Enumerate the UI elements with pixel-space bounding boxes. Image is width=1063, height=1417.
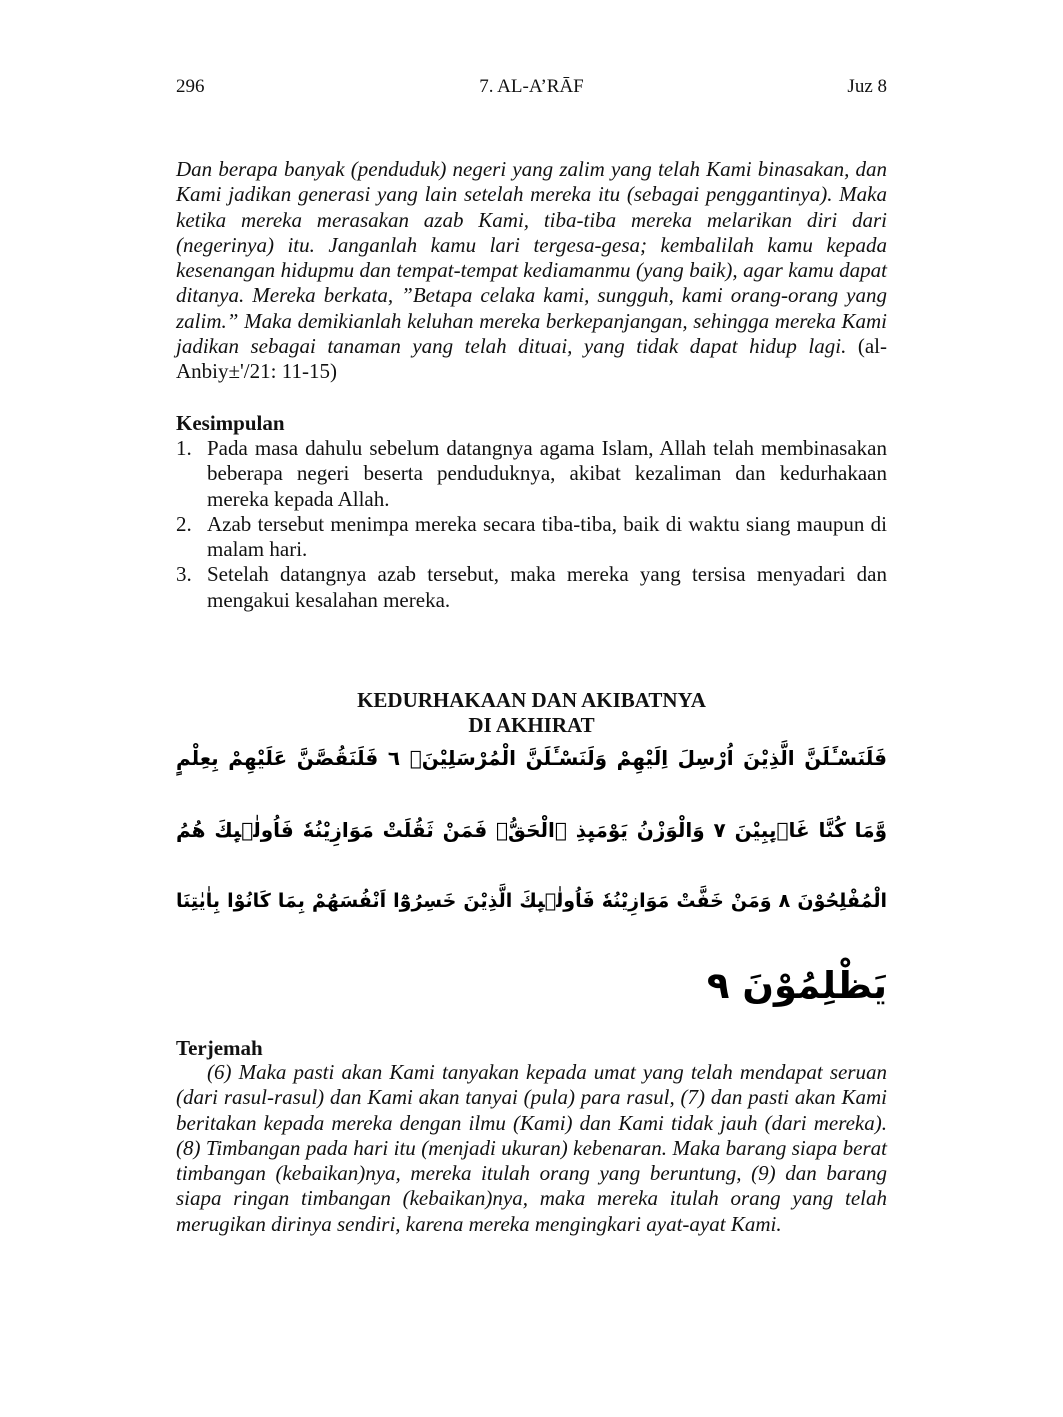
- arabic-verses: [176, 742, 887, 1026]
- terjemah-text: (6) Maka pasti akan Kami tanyakan kepada umat yang telah mendapat seruan (dari rasul-rasul) dan Kami akan tanyai (pula) para rasul, (7) dan pasti akan Kami beritakan kepada mereka dengan ilmu (Kami) dan Kami tidak jauh (dari mereka). (8) Timbangan pada hari itu (menjadi ukuran) kebenaran. Maka barang siapa berat timbangan (kebaikan)nya, mereka itulah orang yang beruntung, (9) dan barang siapa ringan timbangan (kebaikan)nya, maka mereka itulah orang yang telah merugikan dirinya sendiri, karena mereka mengingkari ayat-ayat Kami.: [176, 1060, 887, 1236]
- juz-label: Juz 8: [847, 76, 887, 97]
- section-title: [176, 688, 887, 738]
- quote-reference: (al-Anbiy±'/21: 11-15): [176, 334, 888, 384]
- list-item-text: Pada masa dahulu sebelum datangnya agama Islam, Allah telah membinasakan beberapa negeri beserta penduduknya, akibat kezaliman dan kedurhakaan mereka kepada Allah.: [207, 436, 887, 511]
- arabic-line-4: يَظْلِمُوْنَ ٩: [706, 964, 887, 1007]
- list-item-number: 1.: [176, 436, 192, 460]
- terjemah-heading: Terjemah: [176, 1036, 263, 1060]
- list-item: [176, 436, 887, 512]
- list-item-number: 2.: [176, 511, 192, 536]
- page-header: [176, 76, 887, 102]
- quote-text: Dan berapa banyak (penduduk) negeri yang zalim yang telah Kami binasakan, dan Kami jadikan generasi yang lain setelah mereka itu (sebagai penggantinya). Maka ketika mereka merasakan azab Kami, tiba-tiba mereka melarikan diri dari (negerinya) itu. Janganlah kamu lari tergesa-gesa; kembalilah kamu kepada kesenangan hidupmu dan tempat-tempat kediamanmu (yang baik), agar kamu dapat ditanya. Mereka berkata, ”Betapa celaka kami, sungguh, kami orang-orang yang zalim.” Maka demikianlah keluhan mereka berkepanjangan, sehingga mereka Kami jadikan sebagai tanaman yang telah dituai, yang tidak dapat hidup lagi.: [176, 157, 887, 359]
- list-item-text: Setelah datangnya azab tersebut, maka mereka yang tersisa menyadari dan mengakui kesalahan mereka.: [207, 562, 887, 612]
- arabic-line-2: وَّمَا كُنَّا غَاۤىِٕبِيْنَ ٧ وَالْوَزْنُ يَوْمَىِٕذِ ۨالْحَقُّۚ فَمَنْ ثَقُلَتْ مَوَازِيْنُهٗ فَاُولٰۤىِٕكَ هُمُ: [176, 818, 888, 842]
- kesimpulan-heading: Kesimpulan: [176, 411, 285, 435]
- section-title-line-1: KEDURHAKAAN DAN AKIBATNYA: [357, 688, 706, 712]
- arabic-line-1: فَلَنَسْـَٔلَنَّ الَّذِيْنَ اُرْسِلَ اِلَيْهِمْ وَلَنَسْـَٔلَنَّ الْمُرْسَلِيْنَۙ ٦ فَلَنَقُصَّنَّ عَلَيْهِمْ بِعِلْمٍ: [176, 746, 887, 770]
- list-item-number: 3.: [176, 562, 192, 587]
- kesimpulan-list: [176, 436, 887, 613]
- list-item: [176, 512, 887, 563]
- quoted-verse-translation: [176, 157, 887, 385]
- list-item-text: Azab tersebut menimpa mereka secara tiba-tiba, baik di waktu siang maupun di malam hari.: [207, 511, 887, 562]
- list-item: [176, 562, 887, 613]
- section-title-line-2: DI AKHIRAT: [468, 713, 595, 737]
- arabic-line-3: الْمُفْلِحُوْنَ ٨ وَمَنْ خَفَّتْ مَوَازِيْنُهٗ فَاُولٰۤىِٕكَ الَّذِيْنَ خَسِرُوْٓا اَنْفُسَهُمْ بِمَا كَانُوْا بِاٰيٰتِنَا: [176, 890, 887, 912]
- surah-title: 7. AL-A’RĀF: [479, 76, 584, 97]
- page-number: 296: [176, 76, 205, 97]
